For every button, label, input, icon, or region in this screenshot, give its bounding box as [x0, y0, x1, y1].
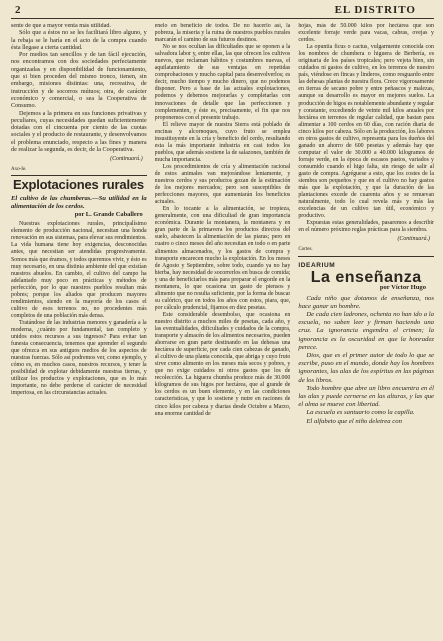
- page-header: [11, 4, 434, 17]
- quote-paragraph: Dios, que es el primer autor de todo lo que se escribe, puso en el mundo, donde hay los hombres ignorantes, las alas de los espíritus en las páginas de los libros.: [298, 352, 435, 384]
- quote-paragraph: La escuela es santuario como la capilla.: [306, 409, 415, 417]
- ensenanza-body: [298, 295, 434, 426]
- lead-paragraph: Dejemos a la primera en sus funciones privativas y peculiares, cuyas necesidades quedan suficientemente dotadas con el cincuenta por ciento de las cuotas sociales y el producto de restaurante, y desenvolvamos el problema enunciado, respecto a las fines y manera de realizar la segunda, es decir, de la Cooperativa.: [11, 110, 147, 154]
- article-paragraph: El relieve mayor de nuestra Sierra está poblado de encinas y alcornoques, cuyo fruto se emplea insustituyente en la cría y beneficio del cerdo, resultando esta la más importante industria en casi todos los pueblos, que además sostiene la de salazones, también de mucha importancia.: [154, 121, 291, 163]
- article-paragraph: hojas, más de 50.000 kilos por hectárea que son excelente forraje verde para vacas, cabras, ovejas y cerdos.: [298, 23, 435, 44]
- ensenanza-byline: por Víctor Hugo: [379, 283, 427, 291]
- column-2: [155, 23, 291, 641]
- section-tag: Cortes.: [298, 247, 313, 253]
- ensenanza-title: La enseñanza: [310, 268, 422, 286]
- article-paragraph: Nuestras explotaciones rurales, principalísimo elemento de producción nacional, necesitan una honda renovación en sus sistemas, para elevar sus rendimientos. La vida humana tiene hoy exigencias, desconocidas antes, que necesitan ser atendidas progresivamente. Somos más que éramos, y todos queremos vivir, y ésto es muy necesario, en una distinta ambiente del que existían nuestros abuelos. En cambio, el cultivo del campo ha adelantado muy poco en prácticas y métodos de perfección, por lo que nuestros pueblos resultan más pobres; porque los aliados que producen mayores rendimientos, siendo en la mayoría de los casos el cultivo de esos terrenos no, no procedentes más completos de una población más densa.: [11, 221, 147, 319]
- article-paragraph: Este considerable desembolso, que ocasiona en nuestro distrito a muchos miles de pesetas, cada año, y las eventualidades, dificultades y cuidados de la compra, transporte y almacén de los alimentos necesarios, pueden ahorrarse en gran parte destinando en las dehesas una hectárea de superficie, por cada cien cabezas de ganado, al cultivo de una planta conocida, que abriga y cuyo fruto sirve como alimento en los meses más secos y pobres, y que no exige cuidados ni otros gastos que los de recolección. La higuera chumba produce más de 30.000 kilogramos de sus higos por hectárea, que al grande de los cerdos es un buen elemento, y en las condiciones caracteristicas, y que lo sostiene y nutre en raciones de cinco kilos por cabeza y diarias desde Octubre a Marzo, una enorme cantidad de: [154, 311, 291, 417]
- section-rule: [298, 256, 434, 257]
- article-paragraph: Los procedimientos de cría y alimentación racional de estos animales van mejorándose lentamente, y nuestros cerdos y sus productos gozan de la estimación de los mejores mercados; pero son susceptibles de perfecciones mayores, que aumentarán los beneficios actuales.: [154, 163, 291, 206]
- section-rule: [11, 175, 147, 176]
- quote-paragraph: De cada cien ladrones, ochenta no han ido a la escuela, no saben leer y firman haciendo una cruz. La ignorancia engendra el crimen; la ignorancia es la oscuridad en que la honradez perece.: [298, 311, 435, 351]
- article-paragraph: En lo tocante a la alimentación, se tropieza, generalmente, con una dificultad de gran importancia económica. Durante la montanera, la montanera y en gran parte de la primavera los productos directos del suelo, abastecen la alimentación de las piaras; pero en cuatro o cinco meses del año necesitan en todo o en parte alimentos almacenados, y los gastos de compra y transporte encarecen mucho la explotación. En los meses de Agosto y Septiembre, sobre todo, cuando ya no hay hierba, hay necesidad de socorrerlos en busca de comida; y una de beneficiarlos más para preparar el engorde en la montanera, lo que ocasiona un gasto de piensos y alimento que no resulta suficiente, por la forma de buscar su calórico, que en todos los años con estos, piara, que, por cálculo prudencial, fijamos en diez pesetas.: [154, 206, 291, 311]
- newspaper-title: EL DISTRITO: [334, 4, 416, 16]
- quote-paragraph: El alfabeto que el niño deletrea con: [306, 417, 402, 425]
- column-3: [298, 23, 434, 641]
- column-1: [11, 23, 147, 641]
- article-subtitle: El cultivo de las chumberas.—Su utilidad en la alimentación de los cerdos.: [11, 195, 147, 210]
- section-tag: Axo-Ie.: [11, 167, 27, 173]
- quote-paragraph: Cada niño que dotamos de enseñanza, nos hace ganar un hombre.: [298, 294, 435, 310]
- continued-note: (Continuará.): [110, 156, 143, 163]
- article-title: Explotaciones rurales: [13, 177, 144, 193]
- article-paragraph: Expuestas estas generalidades, pasaremos a describir en el número próximo reglas prácticas para la siembra.: [298, 220, 435, 234]
- article-paragraph: Tratándose de las industrias menores y ganadería a la moderna, ¿cuánto por fundamental, tan completo y unidos estos recursos a sus ingresos? Para evitar tan funesta consecuencia, tenemos que aprender el segundo que ofrezca en sus antiguos medios de los aspectos de nuestras fuerzas. Sólo así podremos ver, como ejemplo, y cómo es, en muchos casos, nuestros recursos, y tener la posibilidad de explotar debidamente nuestras tierras, y utilizar los productos y explotaciones, que es lo más importante, no debe perderse el carácter de necesidad imperiosa, en las circunstancias actuales.: [11, 319, 147, 397]
- article-byline: por L. Grande Caballero: [74, 211, 143, 219]
- columns: [11, 23, 434, 641]
- ideario-label: IDEARIUM: [298, 261, 336, 269]
- article-paragraph: enelo en beneficio de todos. De no hacerlo así, la pobreza, la miseria y la ruina de nuestros pueblos rurales marcarán el camino de sus futuros destinos.: [154, 23, 291, 44]
- lead-paragraph: sente de que a mayor venta más utilidad.: [11, 23, 111, 29]
- lead-paragraph: Sólo que a éstos no se les facilitará libro alguno, y la rebaja se le haría en el acto de la compra cuando ésta llegase a cierta cantidad.: [11, 30, 147, 51]
- quote-paragraph: Todo hombre que abre un libro encuentra en él las alas y puede cernerse en las alturas, y las que el alma se mueve con libertad.: [298, 384, 435, 409]
- article-paragraph: No se nos ocultan las dificultades que se oponen a la salvadora labor y, entre ellas, las que ofrecen los cultivos nuevos, que reclaman hábitos y costumbres nuevas, el aquilatamiento de sus ventajas en repetidas comprobaciones y mucho capital para desenvolverlos; es decir, mucho tiempo y mucho dinero, que no podemos disponer. Pero a base de las actuales explotaciones, podemos y debemos mejorarlas y completarlas con innovaciones de detalle que las perfeccionen y complementen, y éste es, precisamente, el fin que nos proponemos con el presente trabajo.: [154, 44, 291, 121]
- lead-paragraph: Por medios tan sencillos y de tan fácil ejecución, nos encontramos con dos sociedades perfectamente organizadas y en disponibilidad de funcionamiento, que si bien proceden del mismo tronco, tienen, sin embargo, misiones distintas: una, recreativa, de instrucción y de socorros mútuos; otra, de carácter económico y comercial, o sea la Cooperativa de Consumo.: [11, 52, 147, 110]
- page-number: 2: [15, 4, 21, 16]
- header-rule: [11, 18, 434, 19]
- continued-note: (Continuará.): [397, 236, 431, 243]
- article-paragraph: La opuntia ficus o cactus, vulgarmente conocida con los nombres de chumbera o higuera de Berbería, es originaria de los países tropicales; pero vejeta bien, sin cuidados ni gastos de cultivo, en los terrenos de nuestro país, viéndose en fincas y linderos, como resguardo entre las dehesas plantas de nuestra flora. Crece vigorosamente en tierras de secano pobre y entre peñascos y malezas, aunque su desarrollo es mayor en mejores suelos. La producción de higos es notablemente abundante y regular y constante, excediendo de veinte mil kilos anuales por hectárea en terrenos de regular calidad, que bastan para alimentar a 100 cerdos en 60 días, con ración diaria de cinco kilos por cabeza. Sólo en la producción, los labores en otros gastos de cultivo, representa para los dueños del ganado un ahorro de 600 pesetas y además hay que computar el valor de 30.000 a 40.000 kilogramos de forraje verde, en la época de escasos pastos, variados y consumido cuando el higo falta, sin riesgo de salir al gasto de compra. Agréguese a esto, que los costes de la siembra son pequeños y que en el cultivo no hay gastos más que la explotación, y que la duración de las plantaciones excede de cuarenta años y se renuevan naturalmente, todo lo cual revela más y más las excelencias de un cultivo tan útil, económico y productivo.: [298, 44, 435, 220]
